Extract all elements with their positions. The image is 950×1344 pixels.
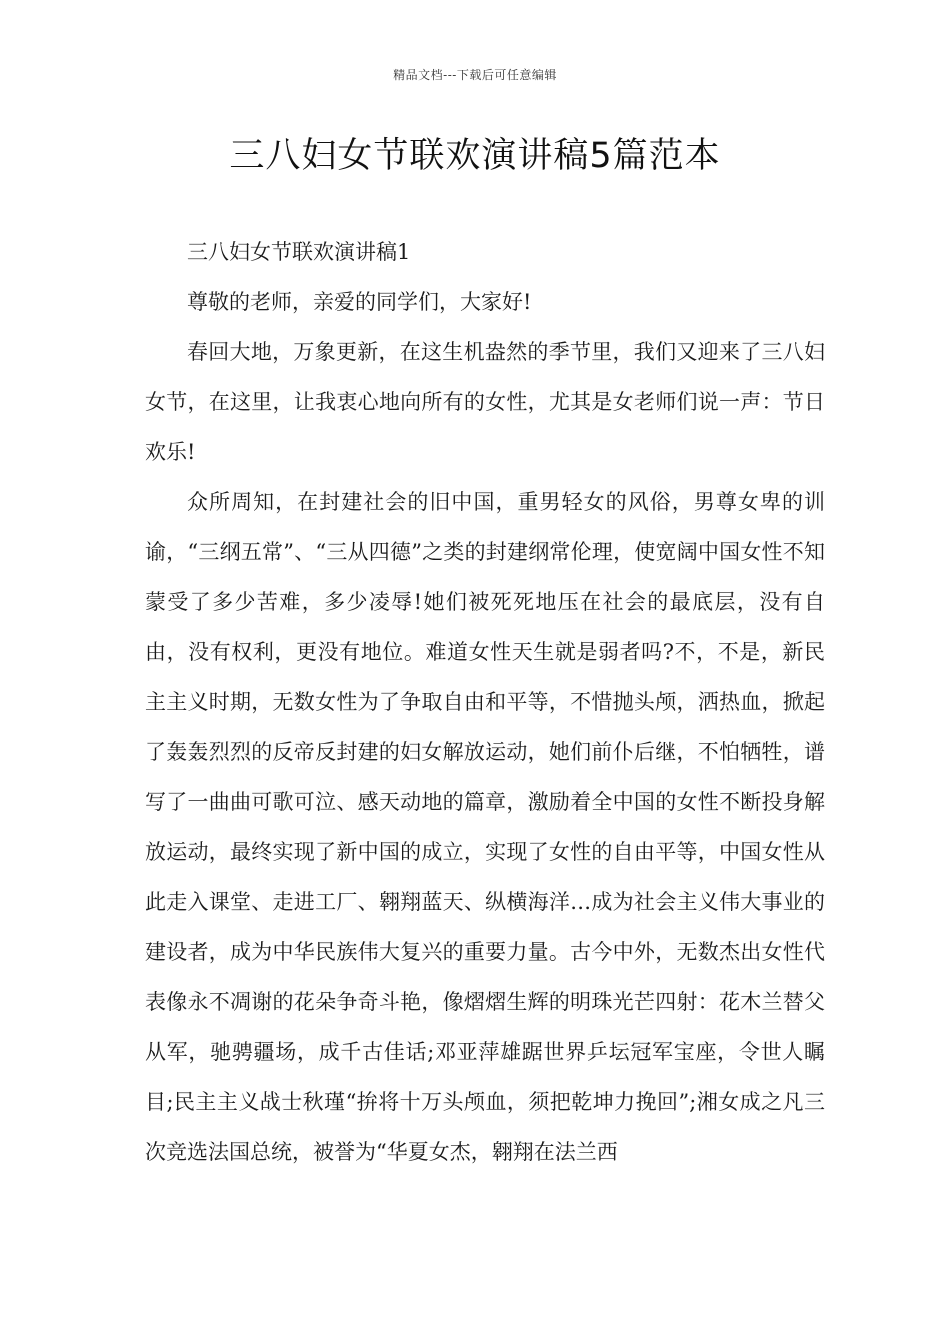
body-paragraph: 春回大地，万象更新，在这生机盎然的季节里，我们又迎来了三八妇女节，在这里，让我衷心地向所有的女性，尤其是女老师们说一声：节日欢乐! xyxy=(145,340,825,464)
body-paragraph: 众所周知，在封建社会的旧中国，重男轻女的风俗，男尊女卑的训谕，“三纲五常”、“三从四德”之类的封建纲常伦理，使宽阔中国女性不知蒙受了多少苦难，多少凌辱!她们被死死地压在社会的最底层，没有自由，没有权利，更没有地位。难道女性天生就是弱者吗?不，不是，新民主主义时期，无数女性为了争取自由和平等，不惜抛头颅，洒热血，掀起了轰轰烈烈的反帝反封建的妇女解放运动，她们前仆后继，不怕牺牲，谱写了一曲曲可歌可泣、感天动地的篇章，激励着全中国的女性不断投身解放运动，最终实现了新中国的成立，实现了女性的自由平等，中国女性从此走入课堂、走进工厂、翱翔蓝天、纵横海洋…成为社会主义伟大事业的建设者，成为中华民族伟大复兴的重要力量。古今中外，无数杰出女性代表像永不凋谢的花朵争奇斗艳，像熠熠生辉的明珠光芒四射：花木兰替父从军，驰骋疆场，成千古佳话;邓亚萍雄踞世界乒坛冠军宝座，令世人瞩目;民主主义战士秋瑾“拚将十万头颅血，须把乾坤力挽回”;湘女成之凡三次竞选法国总统，被誉为“华夏女杰，翱翔在法兰西 xyxy=(145,490,825,1164)
greeting-paragraph: 尊敬的老师，亲爱的同学们，大家好! xyxy=(187,290,532,314)
document-title: 三八妇女节联欢演讲稿5篇范本 xyxy=(229,136,721,176)
document-body xyxy=(145,227,825,1177)
section-heading: 三八妇女节联欢演讲稿1 xyxy=(187,240,411,264)
header-note: 精品文档---下载后可任意编辑 xyxy=(393,68,557,82)
